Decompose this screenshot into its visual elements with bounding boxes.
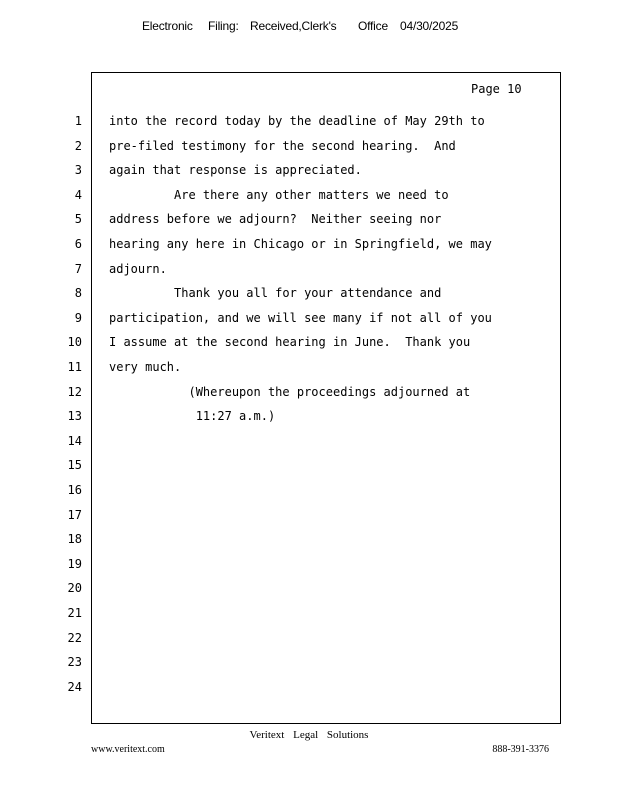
line-number: 17 (67, 507, 82, 522)
transcript-line (0, 286, 618, 306)
transcript-line (0, 434, 618, 454)
header-date: 04/30/2025 (400, 19, 459, 33)
line-text: address before we adjourn? Neither seeing nor (109, 212, 442, 227)
line-number: 13 (67, 409, 82, 424)
header-office: Office (358, 19, 388, 33)
transcript-line (0, 483, 618, 503)
line-number: 21 (67, 606, 82, 620)
line-number: 1 (74, 114, 82, 128)
line-number: 23 (67, 655, 82, 670)
line-number: 10 (67, 335, 82, 350)
line-text: participation, and we will see many if not all of you (109, 310, 492, 325)
line-text: into the record today by the deadline of May 29th to (109, 114, 485, 128)
transcript-line (0, 335, 618, 355)
transcript-line (0, 581, 618, 601)
line-number: 9 (74, 310, 82, 325)
line-text: pre-filed testimony for the second hearing. And (109, 138, 456, 153)
transcript-line (0, 532, 618, 552)
transcript-line (0, 163, 618, 183)
line-text: 11:27 a.m.) (109, 409, 276, 424)
line-number: 8 (74, 286, 82, 301)
line-number: 20 (67, 581, 82, 596)
transcript-line (0, 385, 618, 405)
header-filing: Filing: (208, 19, 239, 33)
transcript-line (0, 360, 618, 380)
transcript-line (0, 311, 618, 331)
transcript-line (0, 212, 618, 232)
line-number: 4 (74, 187, 82, 202)
line-number: 6 (74, 237, 82, 251)
header-electronic: Electronic (142, 19, 193, 33)
transcript-line (0, 508, 618, 528)
transcript-line (0, 114, 618, 134)
line-number: 24 (67, 679, 82, 694)
line-number: 11 (67, 360, 82, 374)
transcript-line (0, 262, 618, 282)
line-number: 3 (74, 163, 82, 178)
line-number: 5 (74, 212, 82, 227)
line-number: 2 (74, 138, 82, 153)
line-text: Are there any other matters we need to (109, 187, 449, 202)
line-number: 19 (67, 556, 82, 571)
line-text: Thank you all for your attendance and (109, 286, 442, 301)
line-text: adjourn. (109, 261, 167, 276)
line-number: 7 (74, 261, 82, 276)
transcript-line (0, 458, 618, 478)
footer-phone: 888-391-3376 (492, 744, 549, 755)
transcript-line (0, 409, 618, 429)
line-number: 15 (67, 458, 82, 473)
transcript-line (0, 631, 618, 651)
line-text: hearing any here in Chicago or in Springfield, we may (109, 237, 492, 251)
transcript-line (0, 557, 618, 577)
transcript-line (0, 680, 618, 700)
line-number: 18 (67, 532, 82, 547)
line-text: again that response is appreciated. (109, 163, 362, 178)
footer-website: www.veritext.com (91, 744, 165, 755)
transcript-line (0, 237, 618, 257)
line-number: 22 (67, 630, 82, 645)
transcript-line (0, 139, 618, 159)
footer-company: Veritext Legal Solutions (249, 729, 369, 741)
transcript-line (0, 606, 618, 626)
transcript-line (0, 188, 618, 208)
line-text: very much. (109, 360, 182, 374)
line-number: 16 (67, 483, 82, 497)
line-text: I assume at the second hearing in June. Thank you (109, 335, 471, 350)
line-text: (Whereupon the proceedings adjourned at (109, 384, 471, 399)
header-received: Received,Clerk's (250, 19, 337, 33)
line-number: 12 (67, 384, 82, 399)
page-number: Page 10 (471, 82, 522, 96)
transcript-line (0, 655, 618, 675)
line-number: 14 (67, 433, 82, 448)
